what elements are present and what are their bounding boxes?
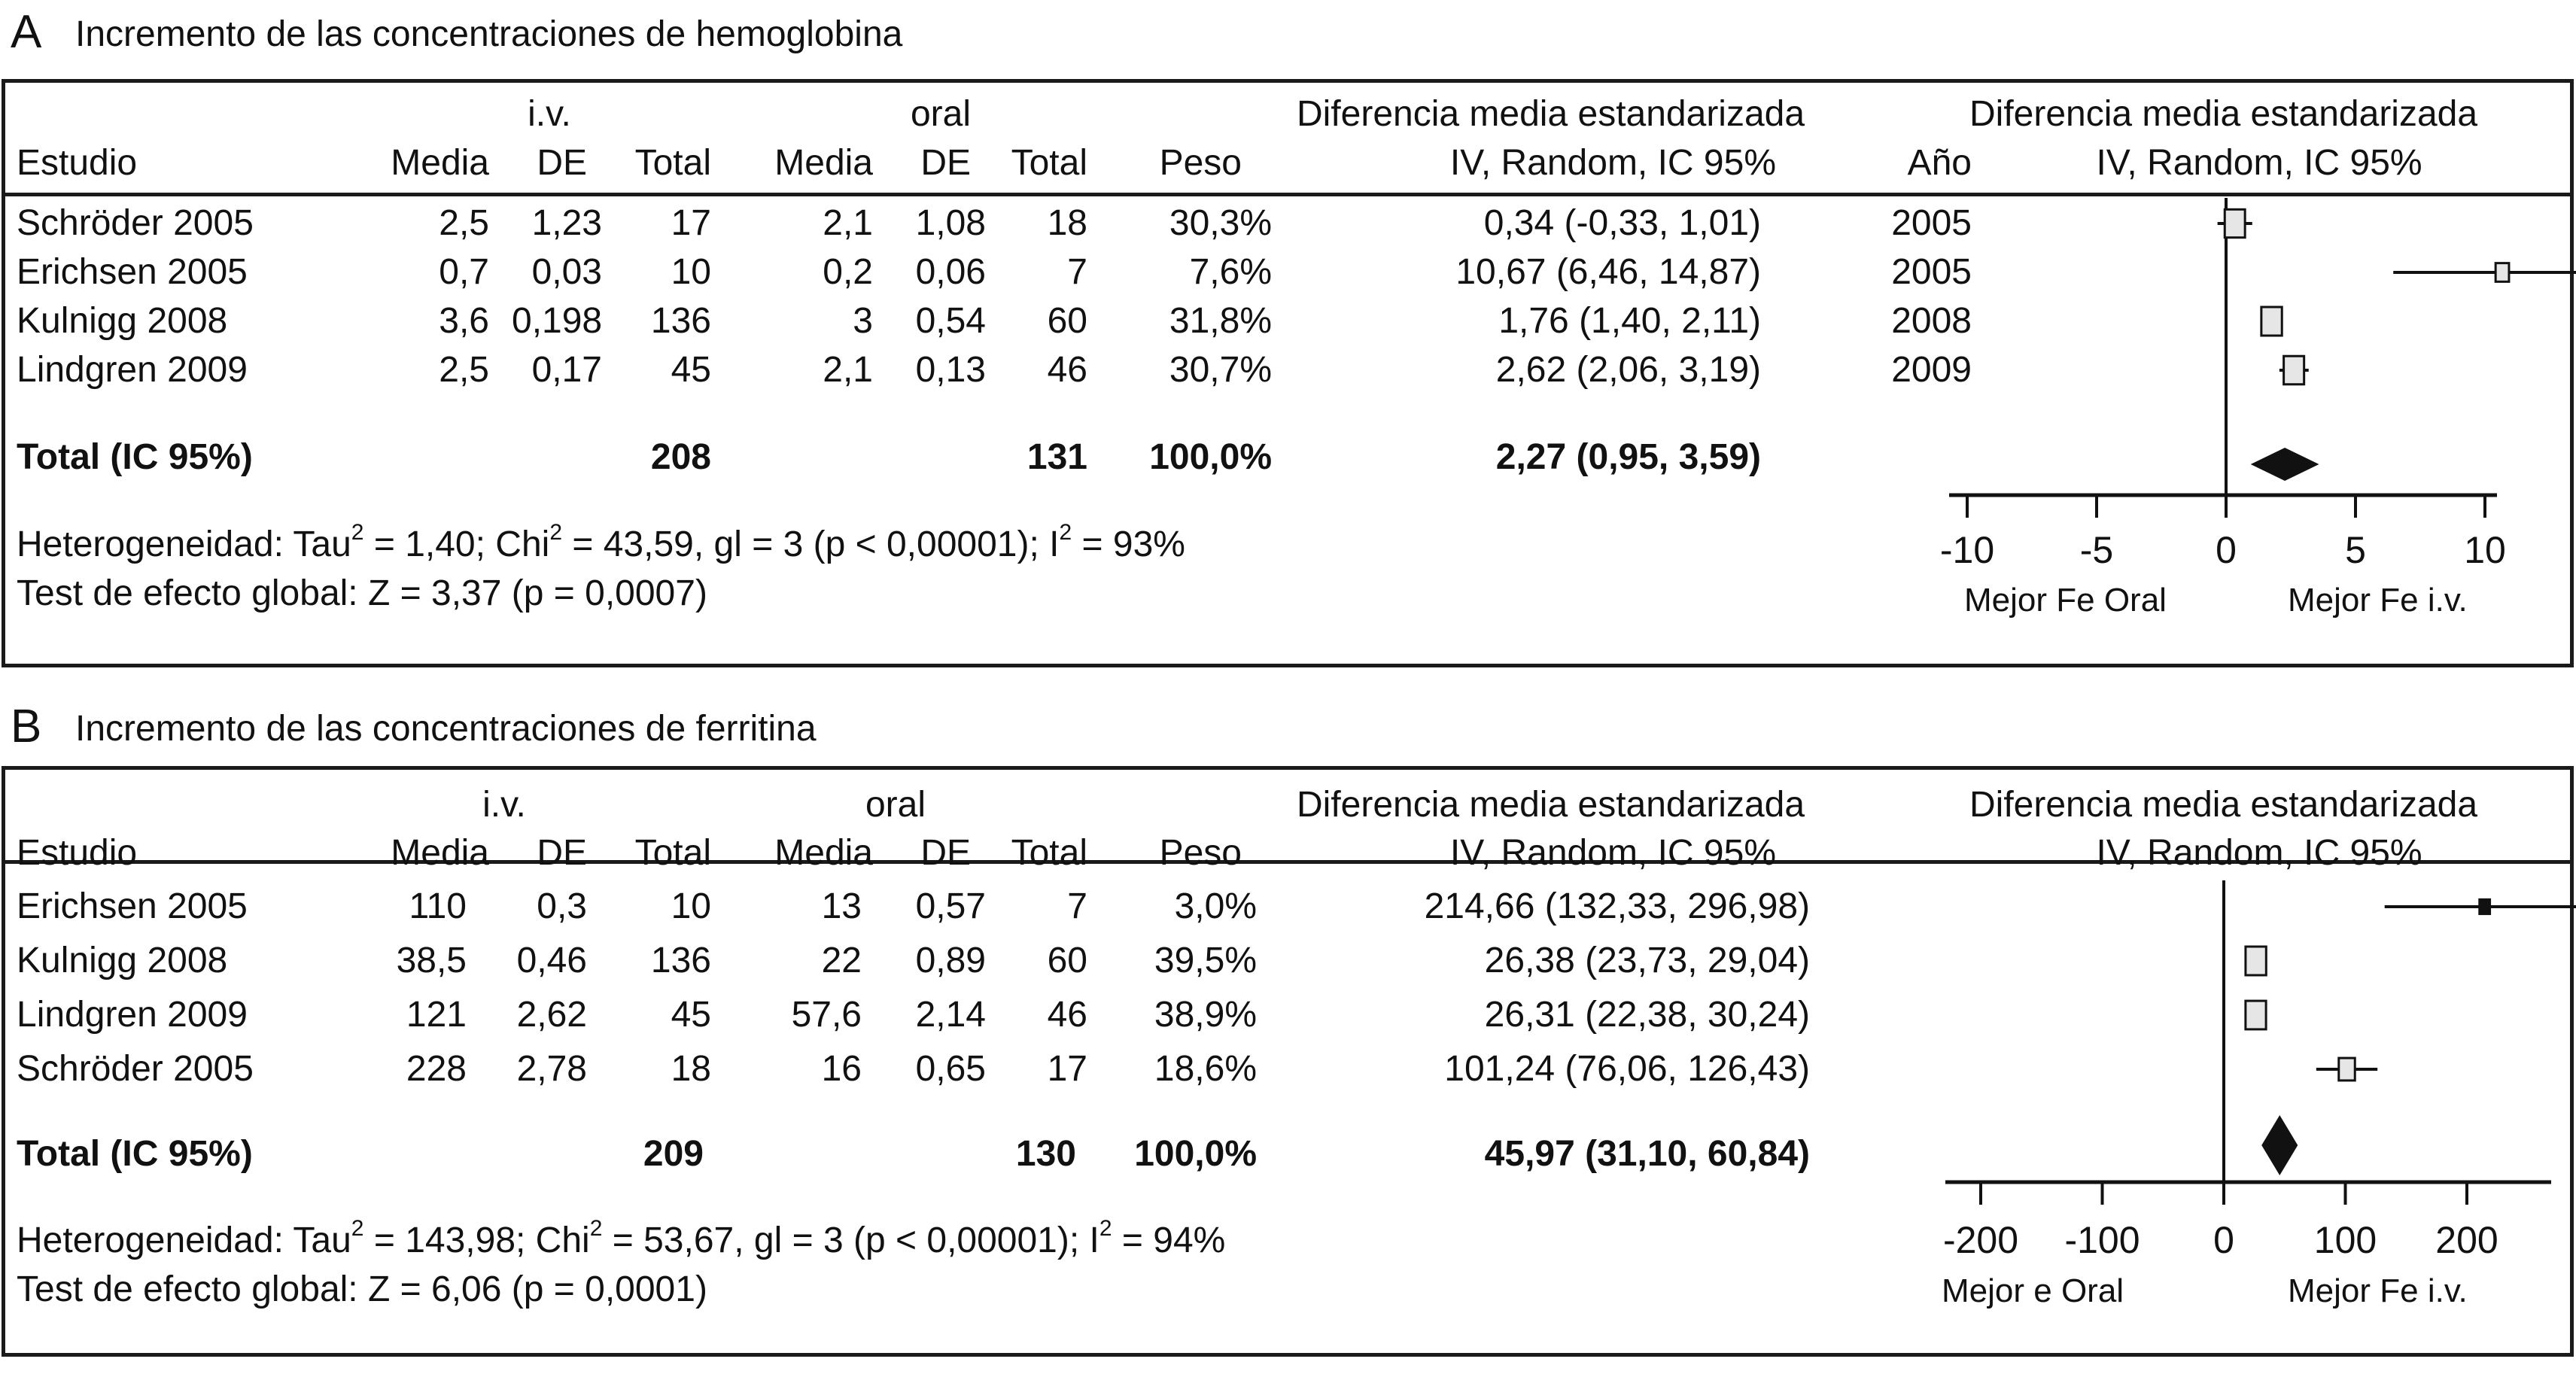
panel-b-row-effect-text: 26,38 (23,73, 29,04) [1484,941,1810,980]
panel-b-col-iv-sd: DE [537,833,587,873]
x-tick-label: 0 [2216,529,2237,571]
panel-b-total-weight: 100,0% [1134,1134,1257,1174]
panel-a-row-oral-total: 46 [1047,350,1087,390]
panel-b-total-effect: 45,97 (31,10, 60,84) [1484,1134,1810,1174]
panel-b-title: Incremento de las concentraciones de ferritina [75,709,817,749]
study-point-square [2246,1001,2266,1029]
panel-b-col-iv-total: Total [634,833,711,873]
x-tick-label: -10 [1939,529,1995,571]
panel-a-row-year: 2005 [1891,252,1972,292]
panel-b-row-iv-total: 45 [671,995,711,1035]
panel-a-row-name: Erichsen 2005 [17,252,248,292]
panel-a-row-effect-text: 10,67 (6,46, 14,87) [1455,252,1761,292]
panel-b-total-label: Total (IC 95%) [17,1134,253,1174]
panel-b-row-iv-mean: 228 [406,1049,467,1089]
panel-a-col-iv-sd: DE [537,143,587,183]
panel-a-row-oral-mean: 2,1 [823,203,873,243]
panel-a-letter: A [11,6,42,58]
panel-a-row-oral-mean: 2,1 [823,350,873,390]
panel-b-col-study: Estudio [17,833,138,873]
panel-a-row-iv-sd: 1,23 [531,203,602,243]
panel-a-overall-test: Test de efecto global: Z = 3,37 (p = 0,0007) [17,573,707,613]
panel-a-plot-header-2: IV, Random, IC 95% [2096,143,2422,183]
panel-b-effect-header-2: IV, Random, IC 95% [1449,833,1776,873]
panel-b-row-iv-mean: 110 [409,886,467,926]
panel-b-row-name: Kulnigg 2008 [17,941,228,980]
panel-b-col-iv-mean: Media [391,833,489,873]
panel-b-row-oral-mean: 16 [821,1049,862,1089]
x-tick-label: 10 [2464,529,2506,571]
study-point-square [2480,899,2490,913]
panel-b-row-weight: 18,6% [1154,1049,1257,1089]
panel-a-row-effect-text: 0,34 (-0,33, 1,01) [1483,203,1761,243]
panel-a-row-iv-sd: 0,17 [531,350,602,390]
panel-b-total-oral: 130 [1015,1134,1076,1174]
panel-a-total-oral: 131 [1026,437,1087,477]
panel-a-title: Incremento de las concentraciones de hemoglobina [75,14,903,54]
panel-a-row-oral-sd: 0,06 [915,252,986,292]
panel-a-row-year: 2005 [1891,203,1972,243]
panel-a-oral-group-header: oral [910,94,972,134]
panel-b-row-oral-total: 7 [1067,886,1087,926]
panel-a-row-oral-total: 60 [1047,301,1087,341]
panel-a-row-iv-mean: 3,6 [439,301,489,341]
panel-a-col-year: Año [1907,143,1972,183]
panel-b-row-iv-sd: 0,46 [516,941,587,980]
panel-b-row-oral-sd: 0,89 [915,941,986,980]
panel-a-row-iv-mean: 0,7 [439,252,489,292]
x-tick-label: 100 [2313,1219,2377,1261]
panel-b-row-name: Schröder 2005 [17,1049,254,1089]
panel-b-row-effect-text: 26,31 (22,38, 30,24) [1484,995,1810,1035]
study-point-square [2339,1058,2355,1081]
panel-b-row-oral-sd: 2,14 [915,995,986,1035]
panel-b-row-iv-total: 18 [671,1049,711,1089]
panel-a-row-iv-total: 136 [650,301,711,341]
panel-a-col-oral-mean: Media [774,143,873,183]
panel-b-row-weight: 38,9% [1154,995,1257,1035]
panel-b-overall-test: Test de efecto global: Z = 6,06 (p = 0,0001) [17,1269,707,1309]
panel-b-row-oral-mean: 57,6 [791,995,862,1035]
x-tick-label: -5 [2079,529,2114,571]
panel-a-row-oral-total: 18 [1047,203,1087,243]
panel-a-col-weight: Peso [1159,143,1242,183]
panel-a-row-iv-total: 45 [671,350,711,390]
panel-a-total-iv: 208 [650,437,711,477]
panel-b-row-name: Erichsen 2005 [17,886,248,926]
x-tick-label: -100 [2064,1219,2140,1261]
panel-a-total-weight: 100,0% [1149,437,1272,477]
panel-b-row-iv-mean: 121 [406,995,467,1035]
panel-b-row-iv-sd: 0,3 [537,886,587,926]
panel-b-col-oral-total: Total [1011,833,1087,873]
direction-label-left: Mejor e Oral [1942,1272,2124,1309]
panel-a-row-iv-mean: 2,5 [439,350,489,390]
panel-a-row-effect-text: 1,76 (1,40, 2,11) [1498,301,1761,341]
panel-a-row-oral-mean: 0,2 [823,252,873,292]
panel-b-row-effect-text: 101,24 (76,06, 126,43) [1444,1049,1810,1089]
panel-b-row-name: Lindgren 2009 [17,995,248,1035]
panel-a-row-name: Kulnigg 2008 [17,301,228,341]
panel-a-total-effect: 2,27 (0,95, 3,59) [1495,437,1761,477]
panel-a-effect-header-2: IV, Random, IC 95% [1449,143,1776,183]
pooled-effect-diamond [2261,1115,2298,1175]
panel-a-row-oral-mean: 3 [853,301,873,341]
panel-b-col-oral-mean: Media [774,833,873,873]
panel-b-row-iv-sd: 2,78 [516,1049,587,1089]
panel-a-row-oral-sd: 0,54 [915,301,986,341]
panel-a-row-effect-text: 2,62 (2,06, 3,19) [1495,350,1761,390]
x-tick-label: 0 [2213,1219,2234,1261]
panel-b-row-iv-total: 136 [650,941,711,980]
panel-b-col-oral-sd: DE [920,833,971,873]
panel-b-row-weight: 39,5% [1154,941,1257,980]
panel-b-total-iv: 209 [643,1134,704,1174]
x-tick-label: -200 [1942,1219,2019,1261]
panel-a-col-oral-total: Total [1011,143,1087,183]
panel-a-row-iv-sd: 0,03 [531,252,602,292]
panel-a-col-iv-total: Total [634,143,711,183]
panel-a-row-year: 2009 [1891,350,1972,390]
panel-a-row-year: 2008 [1891,301,1972,341]
panel-a-row-oral-sd: 1,08 [915,203,986,243]
panel-b-iv-group-header: i.v. [482,785,526,825]
panel-b-row-iv-mean: 38,5 [396,941,467,980]
panel-b-plot-header-2: IV, Random, IC 95% [2096,833,2422,873]
panel-b-plot-header-1: Diferencia media estandarizada [1969,785,2478,825]
study-point-square [2246,947,2266,975]
panel-a-row-name: Schröder 2005 [17,203,254,243]
panel-a-row-iv-total: 17 [671,203,711,243]
panel-a-row-iv-total: 10 [671,252,711,292]
panel-a-row-oral-total: 7 [1067,252,1087,292]
panel-b-heterogeneity: Heterogeneidad: Tau$^2$ = 143,98; Chi$^2$ = 53,67, gl = 3 (p < 0,00001); $I^2 = 94\%$ [17,1216,1226,1260]
panel-b-oral-group-header: oral [865,785,926,825]
panel-a-row-iv-mean: 2,5 [439,203,489,243]
panel-b-row-oral-sd: 0,65 [915,1049,986,1089]
panel-b-row-oral-total: 60 [1047,941,1087,980]
x-tick-label: 5 [2345,529,2366,571]
panel-a-iv-group-header: i.v. [528,94,571,134]
panel-b-row-iv-sd: 2,62 [516,995,587,1035]
direction-label-right: Mejor Fe i.v. [2288,582,2468,619]
panel-a-total-label: Total (IC 95%) [17,437,253,477]
panel-a-row-weight: 30,7% [1169,350,1272,390]
direction-label-left: Mejor Fe Oral [1964,582,2167,619]
panel-b-row-oral-total: 46 [1047,995,1087,1035]
panel-a-effect-header-1: Diferencia media estandarizada [1297,94,1805,134]
panel-b-row-iv-total: 10 [671,886,711,926]
panel-b-row-oral-total: 17 [1047,1049,1087,1089]
panel-b-row-oral-sd: 0,57 [915,886,986,926]
direction-label-right: Mejor Fe i.v. [2288,1272,2468,1309]
x-tick-label: 200 [2435,1219,2498,1261]
panel-b-row-oral-mean: 22 [821,941,862,980]
panel-a-row-oral-sd: 0,13 [915,350,986,390]
panel-a-row-iv-sd: 0,198 [512,301,603,341]
panel-a-col-iv-mean: Media [391,143,489,183]
panel-a-col-study: Estudio [17,143,138,183]
panel-a-col-oral-sd: DE [920,143,971,183]
panel-a-row-weight: 30,3% [1169,203,1272,243]
panel-b-row-effect-text: 214,66 (132,33, 296,98) [1424,886,1810,926]
panel-b-col-weight: Peso [1159,833,1242,873]
panel-a-row-weight: 7,6% [1189,252,1272,292]
panel-b-row-weight: 3,0% [1174,886,1257,926]
panel-b-letter: B [11,701,42,752]
panel-a-row-weight: 31,8% [1169,301,1272,341]
panel-a-heterogeneity: Heterogeneidad: Tau$^2$ = 1,40; Chi$^2$ = 43,59, gl = 3 (p < 0,00001); $I^2 = 93\%$ [17,520,1185,564]
panel-b-row-oral-mean: 13 [821,886,862,926]
panel-a-row-name: Lindgren 2009 [17,350,248,390]
panel-b-effect-header-1: Diferencia media estandarizada [1297,785,1805,825]
panel-a-plot-header-1: Diferencia media estandarizada [1969,94,2478,134]
